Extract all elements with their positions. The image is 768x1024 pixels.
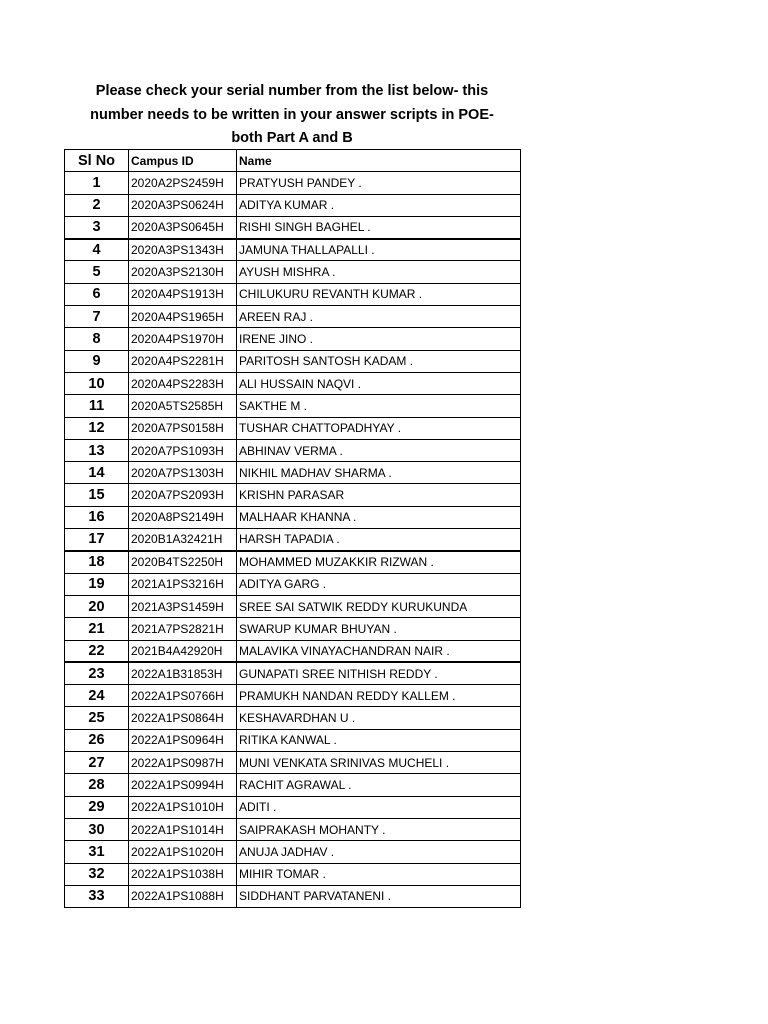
campus-id-cell: 2022A1PS1088H <box>129 885 237 907</box>
campus-id-cell: 2020A3PS2130H <box>129 261 237 283</box>
student-name-cell: MALAVIKA VINAYACHANDRAN NAIR . <box>237 640 521 662</box>
campus-id-cell: 2020B1A32421H <box>129 529 237 551</box>
student-name-cell: PRAMUKH NANDAN REDDY KALLEM . <box>237 685 521 707</box>
serial-number-cell: 10 <box>65 372 129 394</box>
serial-number-cell: 17 <box>65 529 129 551</box>
heading-line-3: both Part A and B <box>231 130 353 146</box>
campus-id-cell: 2022A1PS0864H <box>129 707 237 729</box>
serial-number-cell: 26 <box>65 729 129 751</box>
student-name-cell: MIHIR TOMAR . <box>237 863 521 885</box>
campus-id-cell: 2021A7PS2821H <box>129 618 237 640</box>
campus-id-cell: 2020A4PS1965H <box>129 306 237 328</box>
serial-number-cell: 21 <box>65 618 129 640</box>
serial-number-cell: 4 <box>65 239 129 261</box>
campus-id-cell: 2022A1PS0964H <box>129 729 237 751</box>
serial-number-cell: 32 <box>65 863 129 885</box>
heading-line-2: number needs to be written in your answer scripts in POE- <box>90 106 494 123</box>
table-row <box>65 439 521 461</box>
serial-number-cell: 8 <box>65 328 129 350</box>
serial-number-cell: 13 <box>65 439 129 461</box>
student-name-cell: SAKTHE M . <box>237 395 521 417</box>
serial-number-cell: 24 <box>65 685 129 707</box>
campus-id-cell: 2022A1B31853H <box>129 662 237 684</box>
serial-number-cell: 9 <box>65 350 129 372</box>
student-name-cell: AYUSH MISHRA . <box>237 261 521 283</box>
serial-number-cell: 11 <box>65 395 129 417</box>
table-row <box>65 662 521 684</box>
table-row <box>65 573 521 595</box>
student-name-cell: SIDDHANT PARVATANENI . <box>237 885 521 907</box>
campus-id-cell: 2022A1PS1020H <box>129 841 237 863</box>
table-row <box>65 417 521 439</box>
student-name-cell: ANUJA JADHAV . <box>237 841 521 863</box>
campus-id-cell: 2022A1PS1038H <box>129 863 237 885</box>
student-name-cell: TUSHAR CHATTOPADHYAY . <box>237 417 521 439</box>
serial-number-cell: 18 <box>65 551 129 573</box>
campus-id-cell: 2022A1PS0766H <box>129 685 237 707</box>
campus-id-cell: 2020A3PS0624H <box>129 194 237 216</box>
table-row <box>65 729 521 751</box>
heading-line-1: Please check your serial number from the list below- this <box>95 83 489 99</box>
student-name-cell: RISHI SINGH BAGHEL . <box>237 216 521 238</box>
table-row <box>65 372 521 394</box>
student-name-cell: RITIKA KANWAL . <box>237 729 521 751</box>
serial-number-cell: 15 <box>65 484 129 506</box>
serial-number-cell: 5 <box>65 261 129 283</box>
table-row <box>65 506 521 528</box>
table-body <box>65 172 521 908</box>
student-name-cell: GUNAPATI SREE NITHISH REDDY . <box>237 662 521 684</box>
table-row <box>65 863 521 885</box>
serial-number-cell: 28 <box>65 774 129 796</box>
serial-number-cell: 6 <box>65 283 129 305</box>
campus-id-cell: 2020A7PS1093H <box>129 439 237 461</box>
table-row <box>65 595 521 617</box>
table-row <box>65 395 521 417</box>
student-name-cell: CHILUKURU REVANTH KUMAR . <box>237 283 521 305</box>
campus-id-cell: 2020A5TS2585H <box>129 395 237 417</box>
campus-id-cell: 2020A7PS0158H <box>129 417 237 439</box>
serial-number-cell: 25 <box>65 707 129 729</box>
table-row <box>65 796 521 818</box>
table-row <box>65 752 521 774</box>
campus-id-cell: 2020A7PS1303H <box>129 462 237 484</box>
campus-id-cell: 2022A1PS0994H <box>129 774 237 796</box>
student-name-cell: AREEN RAJ . <box>237 306 521 328</box>
student-name-cell: KRISHN PARASAR <box>237 484 521 506</box>
serial-number-cell: 27 <box>65 752 129 774</box>
campus-id-cell: 2021A3PS1459H <box>129 595 237 617</box>
table-row <box>65 194 521 216</box>
student-name-cell: PARITOSH SANTOSH KADAM . <box>237 350 521 372</box>
student-name-cell: ADITI . <box>237 796 521 818</box>
header-sl-no: Sl No <box>65 150 129 172</box>
serial-number-cell: 30 <box>65 818 129 840</box>
student-name-cell: SREE SAI SATWIK REDDY KURUKUNDA <box>237 595 521 617</box>
serial-number-cell: 12 <box>65 417 129 439</box>
table-row <box>65 462 521 484</box>
serial-number-cell: 22 <box>65 640 129 662</box>
table-row <box>65 328 521 350</box>
student-name-cell: MALHAAR KHANNA . <box>237 506 521 528</box>
table-row <box>65 239 521 261</box>
serial-number-cell: 19 <box>65 573 129 595</box>
campus-id-cell: 2020A3PS1343H <box>129 239 237 261</box>
serial-number-cell: 31 <box>65 841 129 863</box>
student-name-cell: RACHIT AGRAWAL . <box>237 774 521 796</box>
table-row <box>65 685 521 707</box>
table-row <box>65 261 521 283</box>
table-row <box>65 707 521 729</box>
campus-id-cell: 2022A1PS1014H <box>129 818 237 840</box>
table-row <box>65 283 521 305</box>
header-name: Name <box>237 150 521 172</box>
serial-number-cell: 16 <box>65 506 129 528</box>
student-name-cell: IRENE JINO . <box>237 328 521 350</box>
table-row <box>65 529 521 551</box>
serial-number-cell: 1 <box>65 172 129 194</box>
serial-number-cell: 3 <box>65 216 129 238</box>
student-name-cell: PRATYUSH PANDEY . <box>237 172 521 194</box>
campus-id-cell: 2020A4PS1913H <box>129 283 237 305</box>
table-row <box>65 618 521 640</box>
campus-id-cell: 2022A1PS1010H <box>129 796 237 818</box>
table-row <box>65 350 521 372</box>
campus-id-cell: 2020A4PS2281H <box>129 350 237 372</box>
campus-id-cell: 2020A4PS1970H <box>129 328 237 350</box>
campus-id-cell: 2020A8PS2149H <box>129 506 237 528</box>
student-name-cell: ADITYA GARG . <box>237 573 521 595</box>
table-header-row <box>65 150 521 172</box>
table-row <box>65 818 521 840</box>
serial-number-cell: 29 <box>65 796 129 818</box>
table-row <box>65 484 521 506</box>
campus-id-cell: 2020A4PS2283H <box>129 372 237 394</box>
serial-number-cell: 7 <box>65 306 129 328</box>
table-row <box>65 216 521 238</box>
student-serial-table <box>64 149 521 908</box>
serial-number-cell: 33 <box>65 885 129 907</box>
header-campus-id: Campus ID <box>129 150 237 172</box>
student-name-cell: SAIPRAKASH MOHANTY . <box>237 818 521 840</box>
table-row <box>65 172 521 194</box>
student-name-cell: HARSH TAPADIA . <box>237 529 521 551</box>
serial-number-cell: 2 <box>65 194 129 216</box>
student-name-cell: ADITYA KUMAR . <box>237 194 521 216</box>
campus-id-cell: 2021A1PS3216H <box>129 573 237 595</box>
student-name-cell: SWARUP KUMAR BHUYAN . <box>237 618 521 640</box>
campus-id-cell: 2020B4TS2250H <box>129 551 237 573</box>
table-row <box>65 885 521 907</box>
student-name-cell: MOHAMMED MUZAKKIR RIZWAN . <box>237 551 521 573</box>
serial-number-cell: 23 <box>65 662 129 684</box>
serial-number-cell: 14 <box>65 462 129 484</box>
campus-id-cell: 2022A1PS0987H <box>129 752 237 774</box>
campus-id-cell: 2021B4A42920H <box>129 640 237 662</box>
campus-id-cell: 2020A3PS0645H <box>129 216 237 238</box>
table-row <box>65 551 521 573</box>
table-row <box>65 306 521 328</box>
serial-number-cell: 20 <box>65 595 129 617</box>
student-name-cell: JAMUNA THALLAPALLI . <box>237 239 521 261</box>
table-row <box>65 774 521 796</box>
student-name-cell: ALI HUSSAIN NAQVI . <box>237 372 521 394</box>
student-name-cell: ABHINAV VERMA . <box>237 439 521 461</box>
table-row <box>65 841 521 863</box>
campus-id-cell: 2020A7PS2093H <box>129 484 237 506</box>
student-name-cell: KESHAVARDHAN U . <box>237 707 521 729</box>
student-name-cell: NIKHIL MADHAV SHARMA . <box>237 462 521 484</box>
table-row <box>65 640 521 662</box>
campus-id-cell: 2020A2PS2459H <box>129 172 237 194</box>
instruction-heading <box>64 80 520 151</box>
student-name-cell: MUNI VENKATA SRINIVAS MUCHELI . <box>237 752 521 774</box>
